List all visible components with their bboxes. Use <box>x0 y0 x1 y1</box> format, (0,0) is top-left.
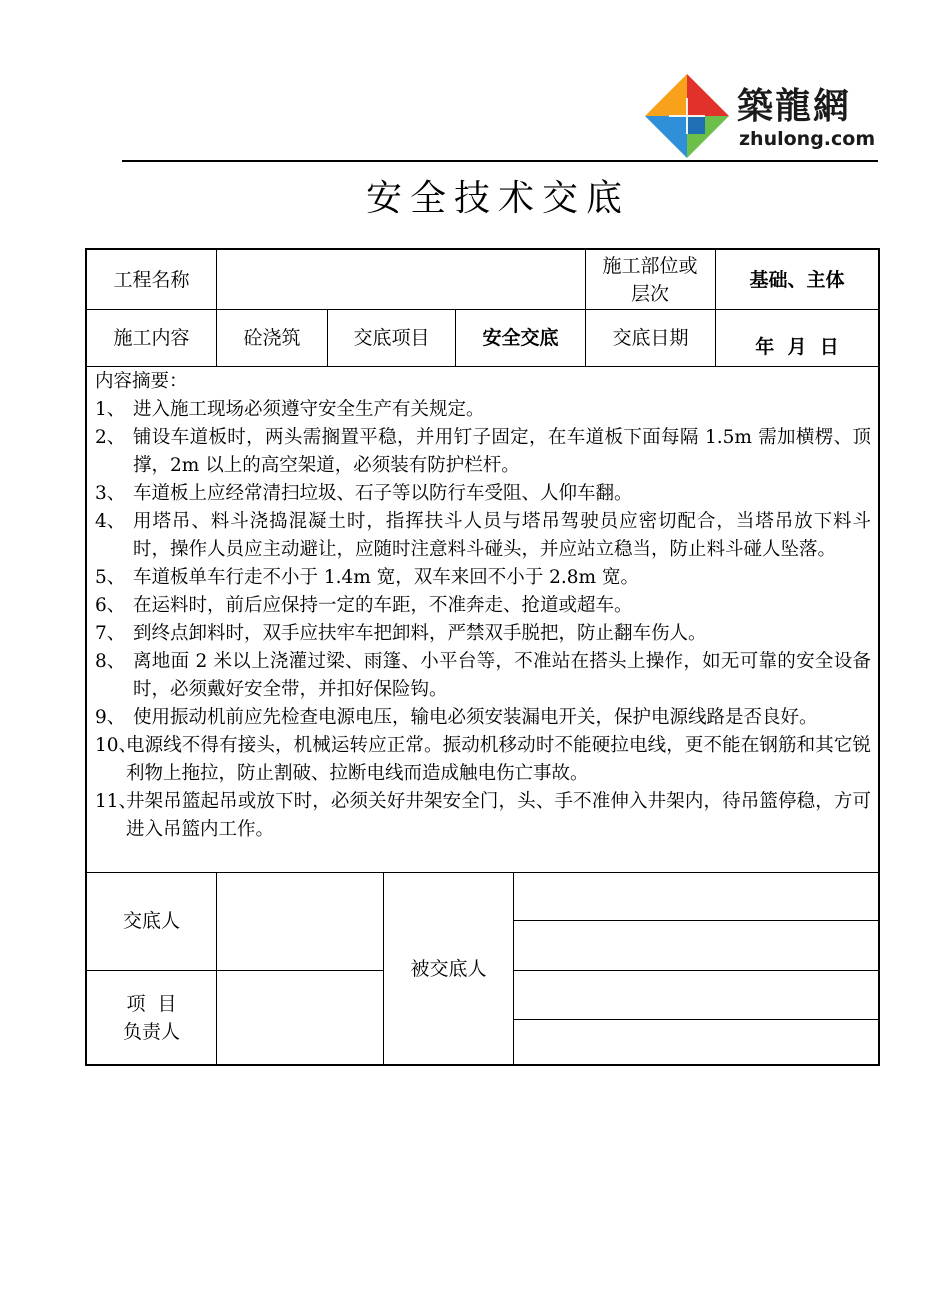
item-value[interactable]: 安全交底 <box>482 326 559 349</box>
receiver-label: 被交底人 <box>410 958 487 980</box>
manager-label <box>87 970 216 1066</box>
receiver-signature-3[interactable] <box>514 971 878 1019</box>
summary-item-text: 进入施工现场必须遵守安全生产有关规定。 <box>133 399 485 420</box>
content-label: 施工内容 <box>113 326 190 349</box>
date-value[interactable]: 年 月 日 <box>755 336 839 358</box>
header-rule <box>122 160 878 162</box>
content-value[interactable]: 砼浇筑 <box>243 326 301 349</box>
receiver-signature-2[interactable] <box>514 921 878 970</box>
location-value[interactable]: 基础、主体 <box>749 268 845 291</box>
logo-cube-br <box>688 117 705 134</box>
summary-item <box>95 592 871 620</box>
summary-title: 内容摘要： <box>95 371 188 392</box>
item-label: 交底项目 <box>353 326 430 349</box>
summary-item <box>95 396 871 424</box>
summary-item <box>95 648 871 704</box>
summary-item <box>95 564 871 592</box>
summary-item-text: 车道板单车行走不小于 1.4m 宽，双车来回不小于 2.8m 宽。 <box>133 567 639 588</box>
summary-item <box>95 424 871 480</box>
summary-item <box>95 788 871 844</box>
location-label: 施工部位或层次 <box>602 254 698 305</box>
summary-item <box>95 704 871 732</box>
summary-item <box>95 732 871 788</box>
logo <box>645 72 885 160</box>
summary-item-number: 9、 <box>95 707 126 728</box>
document-title: 安全技术交底 <box>365 178 630 219</box>
logo-diamond <box>645 74 729 158</box>
summary-item <box>95 620 871 648</box>
summary-item-number: 8、 <box>95 651 126 672</box>
manager-label-line1: 项 目 <box>126 993 177 1015</box>
logo-domain: zhulong.com <box>739 128 876 150</box>
row-rule-2 <box>87 366 878 367</box>
summary-list <box>95 396 871 844</box>
summary-item-number: 4、 <box>95 511 126 532</box>
receiver-signature-4[interactable] <box>514 1020 878 1066</box>
summary-item-number: 1、 <box>95 399 126 420</box>
summary <box>95 368 871 844</box>
summary-item-number: 3、 <box>95 483 126 504</box>
zhulong-logo-icon <box>645 74 729 158</box>
date-label: 交底日期 <box>612 326 689 349</box>
summary-item-text: 使用振动机前应先检查电源电压，输电必须安装漏电开关，保护电源线路是否良好。 <box>133 707 818 728</box>
summary-item-text: 铺设车道板时，两头需搁置平稳，并用钉子固定，在车道板下面每隔 1.5m 需加横楞、顶撑，2m 以上的高空架道，必须装有防护栏杆。 <box>133 427 871 476</box>
summary-item-text: 用塔吊、料斗浇捣混凝土时，指挥扶斗人员与塔吊驾驶员应密切配合，当塔吊放下料斗时，操作人员应主动避让，应随时注意料斗碰头，并应站立稳当，防止料斗碰人坠落。 <box>133 511 871 560</box>
manager-signature-field[interactable] <box>217 970 383 1066</box>
summary-item-text: 到终点卸料时，双手应扶牢车把卸料，严禁双手脱把，防止翻车伤人。 <box>133 623 707 644</box>
summary-item-text: 井架吊篮起吊或放下时，必须关好井架安全门，头、手不准伸入井架内，待吊篮停稳，方可进入吊篮内工作。 <box>126 791 871 840</box>
summary-item-text: 离地面 2 米以上浇灌过梁、雨篷、小平台等，不准站在搭头上操作，如无可靠的安全设备时，必须戴好安全带，并扣好保险钩。 <box>133 651 871 700</box>
receiver-signature-1[interactable] <box>514 872 878 920</box>
project-name-field[interactable] <box>217 250 585 309</box>
summary-item-text: 电源线不得有接头，机械运转应正常。振动机移动时不能硬拉电线，更不能在钢筋和其它锐利物上拖拉，防止割破、拉断电线而造成触电伤亡事故。 <box>126 735 871 784</box>
summary-item <box>95 480 871 508</box>
manager-label-line2: 负责人 <box>122 1021 180 1043</box>
project-name-label: 工程名称 <box>113 268 190 291</box>
logo-cube-bl <box>669 117 686 134</box>
disclosure-form <box>85 248 880 1066</box>
summary-item-number: 5、 <box>95 567 126 588</box>
summary-item-number: 7、 <box>95 623 126 644</box>
summary-item <box>95 508 871 564</box>
summary-item-number: 10、 <box>95 735 138 756</box>
logo-cube-right <box>688 98 705 115</box>
summary-item-number: 6、 <box>95 595 126 616</box>
logo-cube-left <box>669 98 686 115</box>
summary-item-number: 11、 <box>95 791 138 812</box>
discloser-label: 交底人 <box>122 910 180 932</box>
summary-item-text: 在运料时，前后应保持一定的车距，不准奔走、抢道或超车。 <box>133 595 633 616</box>
summary-item-number: 2、 <box>95 427 126 448</box>
summary-item-text: 车道板上应经常清扫垃圾、石子等以防行车受阻、人仰车翻。 <box>133 483 633 504</box>
logo-name-cn: 築龍網 <box>737 86 852 127</box>
discloser-signature-field[interactable] <box>217 872 383 970</box>
